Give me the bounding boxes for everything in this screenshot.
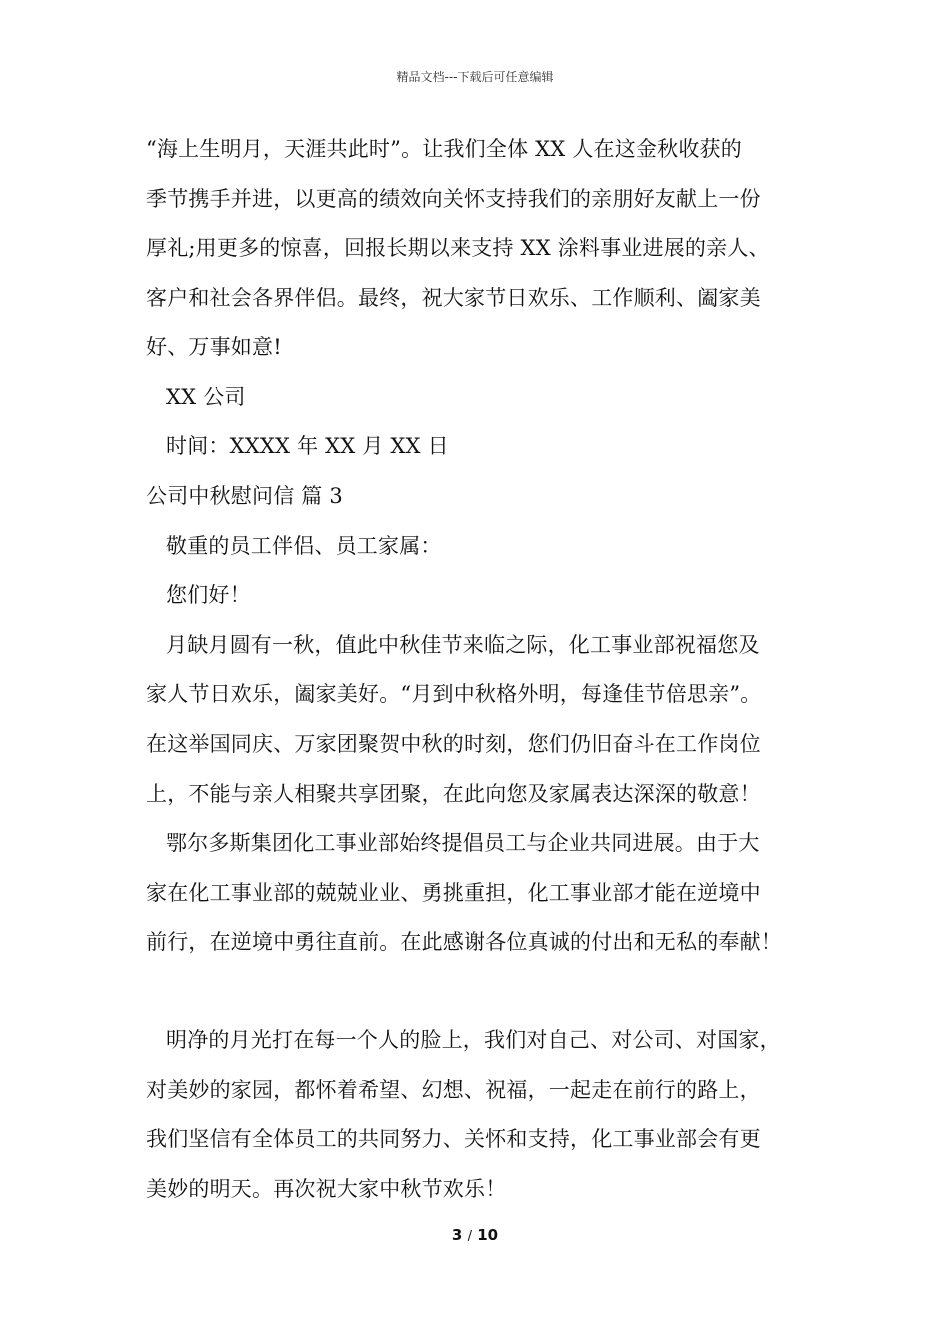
salutation: 敬重的员工伴侣、员工家属：: [166, 534, 442, 558]
text-line: 家人节日欢乐，阖家美好。“月到中秋格外明，每逢佳节倍思亲”。: [146, 682, 762, 706]
text-line: 在这举国同庆、万家团聚贺中秋的时刻，您们仍旧奋斗在工作岗位: [146, 732, 761, 756]
text-line: 家在化工事业部的兢兢业业、勇挑重担，化工事业部才能在逆境中: [146, 881, 761, 905]
text-line: “海上生明月，天涯共此时”。让我们全体 XX 人在这金秋收获的: [146, 137, 742, 161]
page-total: 10: [477, 1226, 499, 1244]
text-line: 客户和社会各界伴侣。最终，祝大家节日欢乐、工作顺利、阖家美: [146, 286, 761, 310]
text-line: 对美妙的家园，都怀着希望、幻想、祝福，一起走在前行的路上，: [146, 1078, 761, 1102]
greeting: 您们好！: [166, 583, 251, 607]
text-line: 明净的月光打在每一个人的脸上，我们对自己、对公司、对国家，: [166, 1028, 781, 1052]
page-number: [0, 1226, 950, 1244]
text-line: 我们坚信有全体员工的共同努力、关怀和支持，化工事业部会有更: [146, 1127, 761, 1151]
text-line: 鄂尔多斯集团化工事业部始终提倡员工与企业共同进展。由于大: [166, 831, 760, 855]
section-title: 公司中秋慰问信 篇 3: [146, 484, 343, 508]
page-separator: /: [467, 1229, 472, 1244]
signature-company: XX 公司: [166, 385, 246, 409]
text-line: 上，不能与亲人相聚共享团聚，在此向您及家属表达深深的敬意！: [146, 782, 761, 806]
signature-date: 时间：XXXX 年 XX 月 XX 日: [166, 434, 449, 458]
text-line: 美妙的明天。再次祝大家中秋节欢乐！: [146, 1177, 507, 1201]
text-line: 前行，在逆境中勇往直前。在此感谢各位真诚的付出和无私的奉献！: [146, 930, 782, 954]
text-line: 好、万事如意!: [146, 335, 282, 359]
text-line: 季节携手并进，以更高的绩效向关怀支持我们的亲朋好友献上一份: [146, 187, 761, 211]
page-current: 3: [451, 1226, 463, 1244]
text-line: 厚礼;用更多的惊喜，回报长期以来支持 XX 涂料事业进展的亲人、: [146, 236, 770, 260]
page-header: 精品文档---下载后可任意编辑: [396, 70, 554, 84]
text-line: 月缺月圆有一秋，值此中秋佳节来临之际，化工事业部祝福您及: [166, 633, 760, 657]
